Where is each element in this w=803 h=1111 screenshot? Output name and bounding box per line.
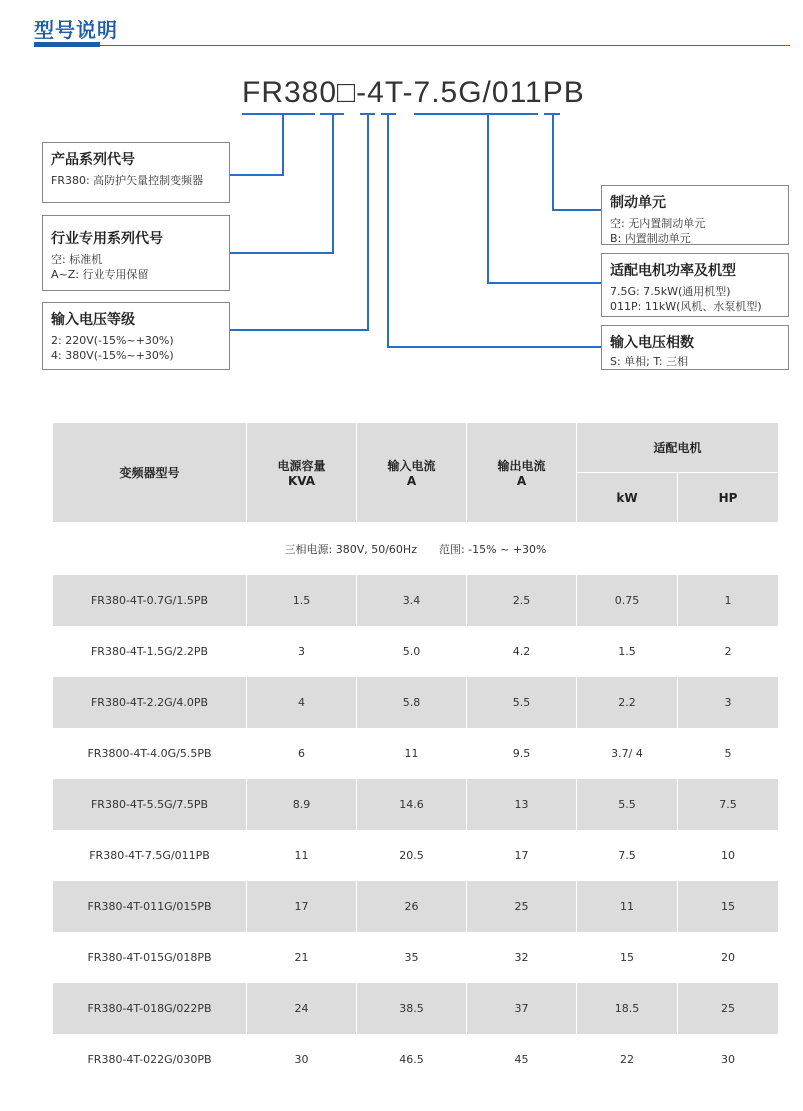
cell-motor-kw: 5.5 bbox=[577, 779, 678, 830]
cell-input-current: 5.8 bbox=[357, 677, 467, 728]
cell-motor-hp: 30 bbox=[678, 1034, 779, 1085]
header-capacity-label: 电源容量 bbox=[277, 459, 326, 473]
connector-voltage bbox=[230, 114, 368, 330]
header-motor-hp: HP bbox=[678, 473, 779, 523]
spec-table bbox=[52, 422, 779, 1085]
cell-input-current: 26 bbox=[357, 881, 467, 932]
input-phase-title: 输入电压相数 bbox=[610, 335, 694, 351]
cell-capacity: 11 bbox=[247, 830, 357, 881]
header-output-current-label: 输出电流 bbox=[497, 459, 546, 473]
industry-code-line-2: A~Z: 行业专用保留 bbox=[51, 268, 149, 281]
cell-input-current: 11 bbox=[357, 728, 467, 779]
cell-motor-kw: 2.2 bbox=[577, 677, 678, 728]
cell-output-current: 2.5 bbox=[467, 575, 577, 626]
cell-capacity: 24 bbox=[247, 983, 357, 1034]
motor-power-line-1: 7.5G: 7.5kW(通用机型) bbox=[610, 285, 731, 298]
cell-capacity: 3 bbox=[247, 626, 357, 677]
cell-output-current: 37 bbox=[467, 983, 577, 1034]
table-row bbox=[53, 932, 779, 983]
table-body bbox=[53, 575, 779, 1085]
cell-output-current: 32 bbox=[467, 932, 577, 983]
connector-power bbox=[488, 114, 601, 283]
cell-motor-hp: 7.5 bbox=[678, 779, 779, 830]
cell-motor-hp: 3 bbox=[678, 677, 779, 728]
table-row bbox=[53, 830, 779, 881]
cell-input-current: 38.5 bbox=[357, 983, 467, 1034]
motor-power-box bbox=[601, 253, 789, 317]
cell-motor-kw: 3.7/ 4 bbox=[577, 728, 678, 779]
voltage-level-title: 输入电压等级 bbox=[51, 312, 135, 328]
motor-power-title: 适配电机功率及机型 bbox=[610, 263, 736, 279]
cell-model: FR380-4T-015G/018PB bbox=[53, 932, 247, 983]
cell-motor-hp: 15 bbox=[678, 881, 779, 932]
cell-output-current: 9.5 bbox=[467, 728, 577, 779]
connector-brake bbox=[553, 114, 601, 210]
brake-unit-line-2: B: 内置制动单元 bbox=[610, 232, 691, 245]
connector-industry bbox=[230, 114, 333, 253]
cell-motor-kw: 11 bbox=[577, 881, 678, 932]
series-code-title: 产品系列代号 bbox=[51, 152, 135, 168]
cell-model: FR380-4T-0.7G/1.5PB bbox=[53, 575, 247, 626]
cell-model: FR380-4T-7.5G/011PB bbox=[53, 830, 247, 881]
industry-code-box bbox=[42, 215, 230, 291]
cell-input-current: 5.0 bbox=[357, 626, 467, 677]
connector-series bbox=[230, 114, 283, 175]
voltage-level-line-1: 2: 220V(-15%~+30%) bbox=[51, 334, 174, 347]
supply-note-text: 三相电源: 380V, 50/60Hz bbox=[284, 543, 417, 556]
cell-capacity: 1.5 bbox=[247, 575, 357, 626]
cell-input-current: 14.6 bbox=[357, 779, 467, 830]
header-model: 变频器型号 bbox=[53, 423, 247, 523]
header-motor-kw: kW bbox=[577, 473, 678, 523]
model-code-prefix: FR380 bbox=[242, 76, 338, 109]
cell-motor-hp: 10 bbox=[678, 830, 779, 881]
header-output-current-unit: A bbox=[516, 474, 527, 488]
cell-model: FR380-4T-022G/030PB bbox=[53, 1034, 247, 1085]
cell-model: FR380-4T-5.5G/7.5PB bbox=[53, 779, 247, 830]
brake-unit-line-1: 空: 无内置制动单元 bbox=[610, 217, 706, 230]
table-row bbox=[53, 983, 779, 1034]
note-row bbox=[53, 523, 779, 576]
voltage-level-line-2: 4: 380V(-15%~+30%) bbox=[51, 349, 174, 362]
table-row bbox=[53, 626, 779, 677]
cell-motor-hp: 25 bbox=[678, 983, 779, 1034]
brake-unit-box bbox=[601, 185, 789, 245]
table-row bbox=[53, 1034, 779, 1085]
cell-model: FR380-4T-2.2G/4.0PB bbox=[53, 677, 247, 728]
cell-input-current: 3.4 bbox=[357, 575, 467, 626]
cell-model: FR380-4T-018G/022PB bbox=[53, 983, 247, 1034]
cell-output-current: 4.2 bbox=[467, 626, 577, 677]
page-title: 型号说明 bbox=[34, 18, 118, 42]
table-row bbox=[53, 677, 779, 728]
model-code-box: □ bbox=[337, 76, 357, 109]
table-row bbox=[53, 779, 779, 830]
cell-model: FR3800-4T-4.0G/5.5PB bbox=[53, 728, 247, 779]
cell-output-current: 13 bbox=[467, 779, 577, 830]
cell-capacity: 8.9 bbox=[247, 779, 357, 830]
voltage-level-box bbox=[42, 302, 230, 370]
industry-code-title: 行业专用系列代号 bbox=[51, 231, 163, 247]
series-code-box bbox=[42, 142, 230, 203]
industry-code-line-1: 空: 标准机 bbox=[51, 253, 103, 266]
motor-power-line-2: 011P: 11kW(风机、水泵机型) bbox=[610, 300, 762, 313]
cell-motor-kw: 22 bbox=[577, 1034, 678, 1085]
cell-motor-kw: 0.75 bbox=[577, 575, 678, 626]
cell-motor-hp: 20 bbox=[678, 932, 779, 983]
cell-motor-kw: 18.5 bbox=[577, 983, 678, 1034]
cell-model: FR380-4T-011G/015PB bbox=[53, 881, 247, 932]
cell-output-current: 45 bbox=[467, 1034, 577, 1085]
connector-phase bbox=[388, 114, 601, 347]
cell-capacity: 6 bbox=[247, 728, 357, 779]
cell-output-current: 25 bbox=[467, 881, 577, 932]
header-input-current-unit: A bbox=[406, 474, 417, 488]
header-input-current-label: 输入电流 bbox=[387, 459, 436, 473]
input-phase-line: S: 单相; T: 三相 bbox=[610, 355, 689, 368]
cell-capacity: 4 bbox=[247, 677, 357, 728]
cell-motor-kw: 15 bbox=[577, 932, 678, 983]
table-row bbox=[53, 881, 779, 932]
input-phase-box bbox=[601, 325, 789, 370]
cell-motor-hp: 5 bbox=[678, 728, 779, 779]
header-motor: 适配电机 bbox=[577, 423, 779, 473]
cell-capacity: 30 bbox=[247, 1034, 357, 1085]
brake-unit-title: 制动单元 bbox=[610, 195, 666, 211]
series-code-line: FR380: 高防护矢量控制变频器 bbox=[51, 174, 204, 187]
table-row bbox=[53, 575, 779, 626]
table-row bbox=[53, 728, 779, 779]
cell-motor-hp: 1 bbox=[678, 575, 779, 626]
cell-motor-kw: 1.5 bbox=[577, 626, 678, 677]
cell-motor-hp: 2 bbox=[678, 626, 779, 677]
cell-input-current: 46.5 bbox=[357, 1034, 467, 1085]
header-input-current bbox=[357, 423, 467, 523]
cell-input-current: 20.5 bbox=[357, 830, 467, 881]
header-capacity bbox=[247, 423, 357, 523]
header-capacity-unit: KVA bbox=[287, 474, 316, 488]
cell-model: FR380-4T-1.5G/2.2PB bbox=[53, 626, 247, 677]
cell-capacity: 17 bbox=[247, 881, 357, 932]
range-note-text: 范围: -15% ~ +30% bbox=[438, 543, 547, 556]
header-output-current bbox=[467, 423, 577, 523]
cell-input-current: 35 bbox=[357, 932, 467, 983]
supply-note bbox=[53, 523, 779, 576]
cell-capacity: 21 bbox=[247, 932, 357, 983]
cell-output-current: 5.5 bbox=[467, 677, 577, 728]
cell-output-current: 17 bbox=[467, 830, 577, 881]
cell-motor-kw: 7.5 bbox=[577, 830, 678, 881]
model-code-rest: -4T-7.5G/011PB bbox=[356, 76, 585, 109]
